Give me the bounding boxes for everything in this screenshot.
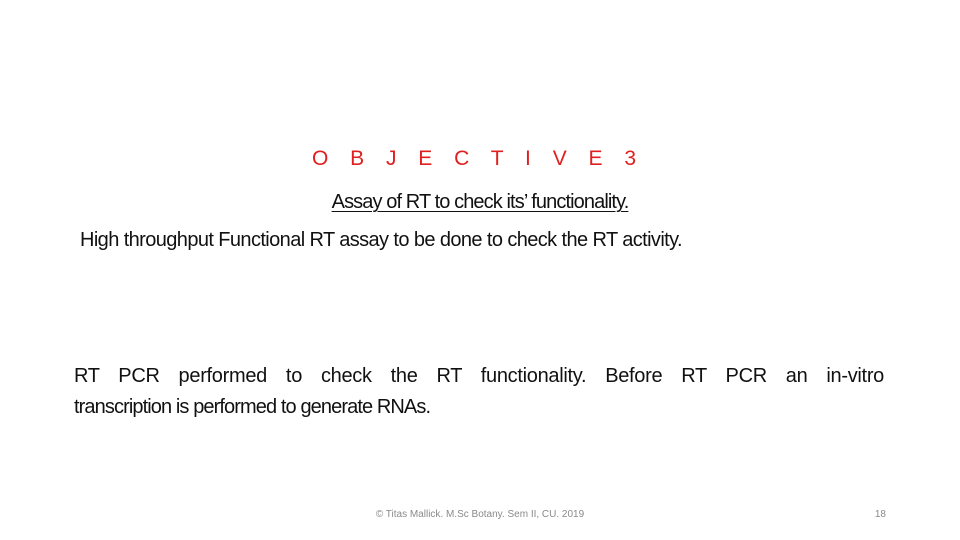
paragraph-line-1: RT PCR performed to check the RT functionality. Before RT PCR an in-vitro xyxy=(74,365,884,387)
slide-subtitle xyxy=(0,191,960,214)
body-paragraph xyxy=(74,361,884,423)
paragraph-line-2: transcription is performed to generate RNAs. xyxy=(74,396,431,418)
page-number: 18 xyxy=(874,509,886,520)
footer-credit: © Titas Mallick. M.Sc Botany. Sem II, CU. 2019 xyxy=(375,509,585,520)
slide-title: O B J E C T I V E 3 xyxy=(311,147,645,170)
assay-description: High throughput Functional RT assay to be done to check the RT activity. xyxy=(80,229,682,251)
subtitle-text: Assay of RT to check its’ functionality. xyxy=(331,191,629,213)
